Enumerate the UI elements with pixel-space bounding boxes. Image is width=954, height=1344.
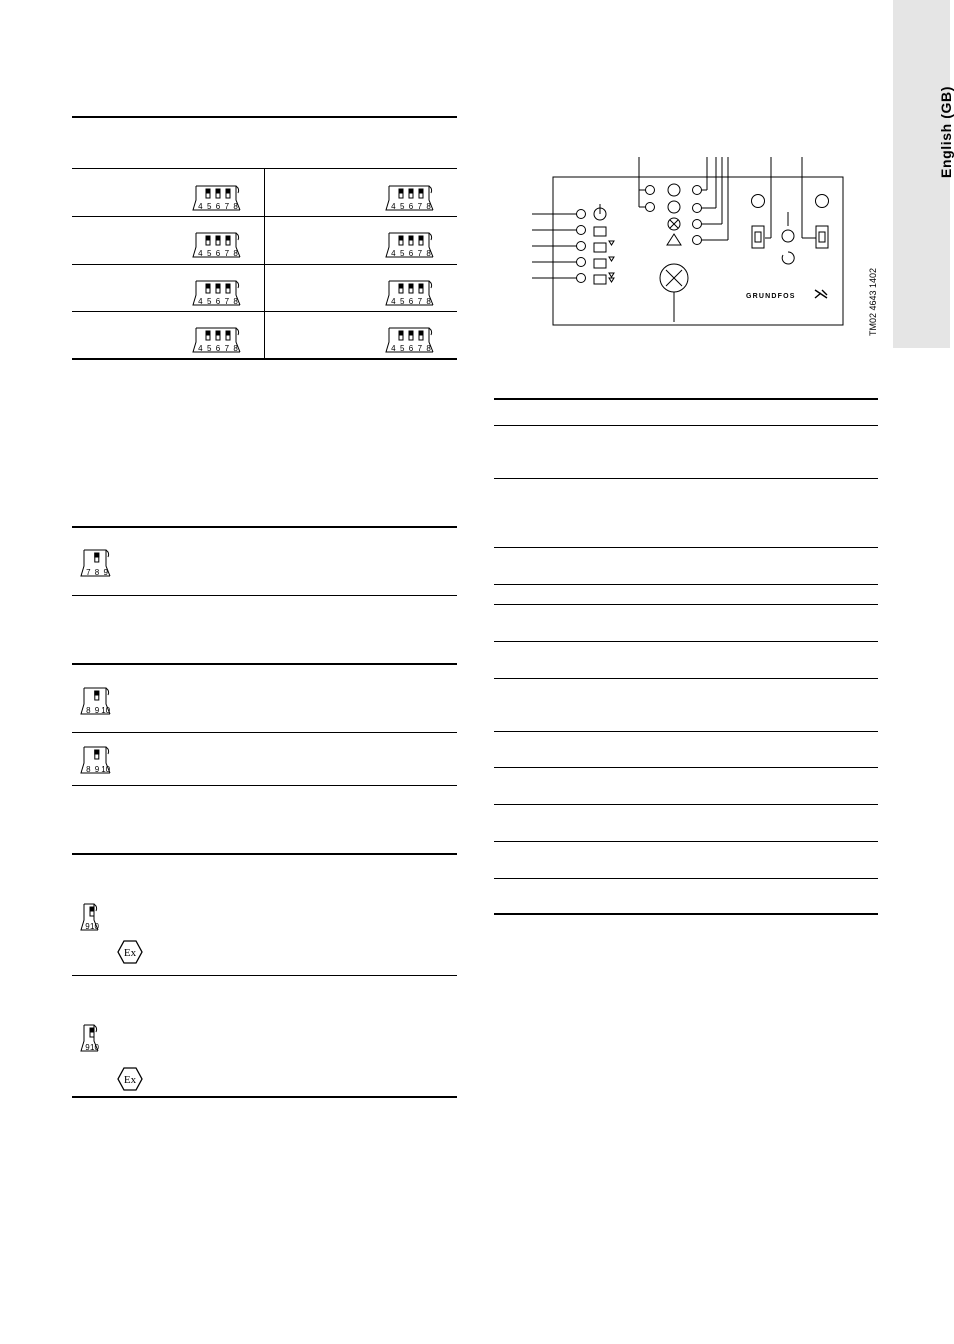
switch-number: 10 (101, 765, 111, 774)
dip-switch-icon (192, 324, 242, 354)
dip-switch-icon (80, 1021, 102, 1053)
switch-number: 8 (233, 202, 238, 211)
switch-number: 7 (417, 297, 423, 306)
switch-number: 4 (198, 249, 203, 258)
switch-number: 5 (206, 297, 212, 306)
switch-number: 10 (101, 706, 111, 715)
panel-frame (553, 177, 843, 325)
dip-switch-icon (80, 684, 114, 716)
switch-number: 8 (86, 706, 91, 715)
switch-number: 8 (86, 765, 91, 774)
switch-number: 5 (206, 344, 212, 353)
switch-number: 9 (85, 1043, 90, 1052)
switch-number: 6 (215, 297, 221, 306)
lamp-icon (646, 186, 655, 195)
switch-number: 4 (391, 202, 396, 211)
switch-number: 6 (408, 202, 414, 211)
switch-number: 4 (198, 344, 203, 353)
ex-label: Ex (123, 1074, 137, 1086)
switch-number: 6 (215, 202, 221, 211)
lamp-icon (668, 201, 680, 213)
switch-number: 5 (399, 297, 405, 306)
switch-number: 8 (233, 344, 238, 353)
dip-switch-icon (80, 900, 102, 932)
dip-switch-icon (385, 324, 435, 354)
switch-number: 7 (417, 344, 423, 353)
switch-number: 4 (391, 297, 396, 306)
switch-number: 7 (417, 249, 423, 258)
drawing-reference: TM02 4643 1402 (868, 267, 878, 336)
switch-number: 7 (86, 568, 91, 577)
switch-number: 8 (233, 297, 238, 306)
dip-switch-icon (80, 743, 114, 775)
switch-number: 8 (426, 297, 431, 306)
switch-number: 8 (426, 249, 431, 258)
ex-label: Ex (123, 947, 137, 959)
switch-number: 7 (224, 344, 230, 353)
language-side-tab (893, 0, 954, 348)
switch-number: 5 (399, 249, 405, 258)
switch-number: 9 (94, 765, 100, 774)
switch-number: 7 (224, 249, 230, 258)
switch-number: 5 (206, 202, 212, 211)
switch-number: 8 (426, 202, 431, 211)
language-label: English (GB) (937, 86, 954, 178)
lamp-icon (577, 226, 586, 235)
lamp-icon (577, 242, 586, 251)
switch-number: 6 (215, 344, 221, 353)
brand-logo: GRUNDFOS (746, 293, 796, 300)
toggle-switch (752, 226, 764, 248)
lamp-icon (693, 236, 702, 245)
switch-number: 5 (399, 344, 405, 353)
dip-switch-icon (385, 277, 435, 307)
switch-number: 8 (233, 249, 238, 258)
dip-switch-icon (385, 229, 435, 259)
switch-number: 7 (417, 202, 423, 211)
ex-icon (117, 1067, 143, 1091)
lamp-icon (668, 184, 680, 196)
switch-number: 6 (215, 249, 221, 258)
lamp-icon (577, 210, 586, 219)
lamp-icon (693, 186, 702, 195)
switch-number: 9 (94, 706, 100, 715)
lamp-icon (577, 274, 586, 283)
switch-number: 4 (391, 249, 396, 258)
switch-number: 7 (224, 297, 230, 306)
switch-number: 4 (198, 202, 203, 211)
switch-number: 8 (426, 344, 431, 353)
switch-number: 4 (198, 297, 203, 306)
alarm-warning-icon (667, 234, 681, 245)
switch-number: 6 (408, 344, 414, 353)
dip-switch-icon (385, 182, 435, 212)
ex-icon (117, 940, 143, 964)
lamp-icon (646, 203, 655, 212)
dip-switch-icon (80, 546, 114, 578)
lamp-icon (577, 258, 586, 267)
switch-number: 7 (224, 202, 230, 211)
switch-number: 8 (94, 568, 100, 577)
control-panel-diagram (500, 150, 890, 340)
switch-number: 10 (90, 1043, 99, 1052)
switch-number: 4 (391, 344, 396, 353)
dip-switch-icon (192, 277, 242, 307)
switch-number: 9 (85, 922, 90, 931)
switch-number: 6 (408, 297, 414, 306)
switch-number: 5 (399, 202, 405, 211)
lamp-icon (693, 220, 702, 229)
lamp-icon (693, 204, 702, 213)
dip-switch-icon (192, 229, 242, 259)
switch-number: 9 (103, 568, 108, 577)
dip-switch-icon (192, 182, 242, 212)
switch-number: 5 (206, 249, 212, 258)
switch-number: 6 (408, 249, 414, 258)
switch-number: 10 (90, 922, 99, 931)
toggle-switch (816, 226, 828, 248)
